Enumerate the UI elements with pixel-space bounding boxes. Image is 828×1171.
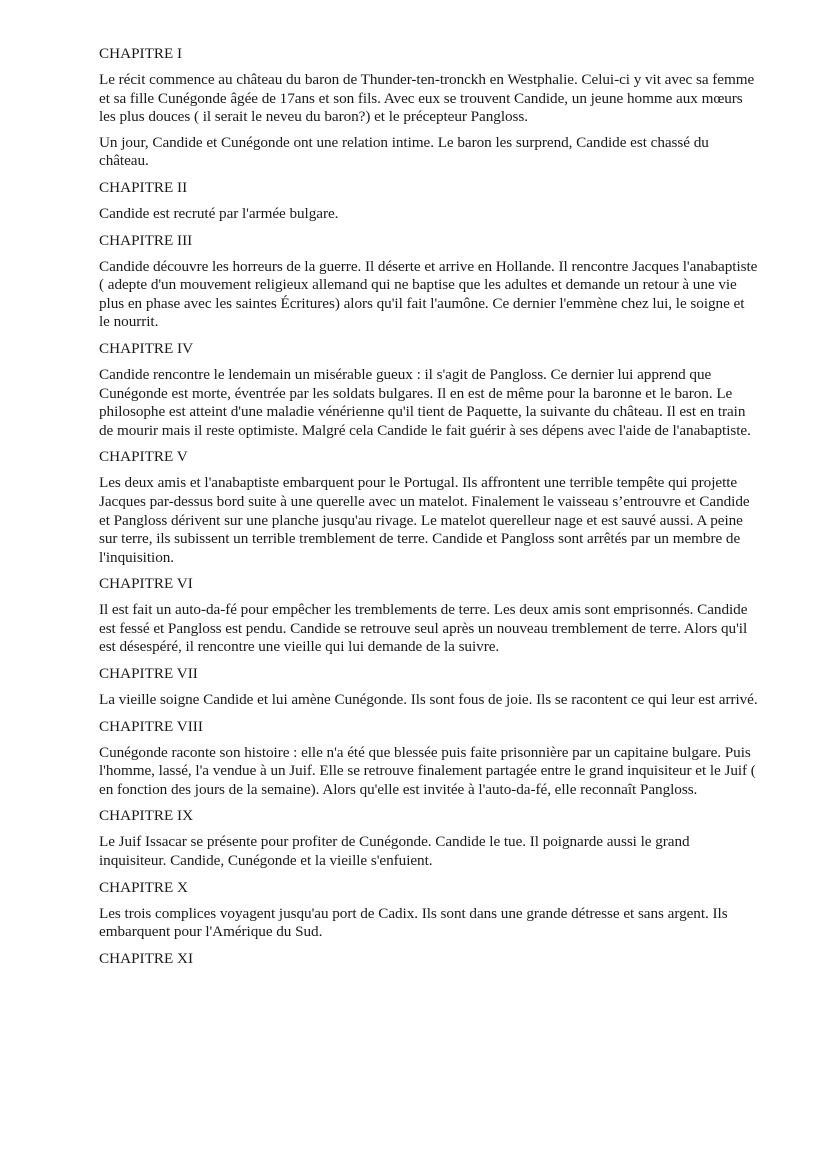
- chapter-heading: CHAPITRE XI: [99, 949, 194, 967]
- chapter-heading: CHAPITRE I: [99, 45, 183, 62]
- chapter-heading: CHAPITRE X: [99, 878, 189, 896]
- chapter-paragraph: Le Juif Issacar se présente pour profiter de Cunégonde. Candide le tue. Il poignarde aussi le grand inquisiteur. Candide, Cunégonde et la vieille s'enfuient.: [99, 833, 690, 870]
- chapter-paragraph: La vieille soigne Candide et lui amène Cunégonde. Ils sont fous de joie. Ils se racontent ce qui leur est arrivé.: [99, 691, 758, 709]
- chapter-heading: CHAPITRE IX: [99, 807, 194, 825]
- chapter-heading: CHAPITRE VIII: [99, 717, 203, 735]
- chapter-paragraph: Le récit commence au château du baron de Thunder-ten-tronckh en Westphalie. Celui-ci y vit avec sa femme et sa fille Cunégonde âgée de 17ans et son fils. Avec eux se trouvent Candide, un jeune homme aux mœurs les plus douces ( il serait le neveu du baron?) et le précepteur Pangloss.: [99, 71, 755, 126]
- chapter-paragraph: Il est fait un auto-da-fé pour empêcher les tremblements de terre. Les deux amis sont emprisonnés. Candide est fessé et Pangloss est pendu. Candide se retrouve seul après un nouveau tremblement de terre. Alors qu'il est désespéré, il rencontre une vieille qui lui demande de la suivre.: [99, 601, 748, 656]
- chapter-heading: CHAPITRE VI: [99, 575, 193, 593]
- chapter-paragraph: Cunégonde raconte son histoire : elle n'a été que blessée puis faite prisonnière par un capitaine bulgare. Puis l'homme, lassé, l'a vendue à un Juif. Elle se retrouve finalement partagée entre le grand inquisiteur et le Juif ( en fonction des jours de la semaine). Alors qu'elle est invitée à l'auto-da-fé, elle reconnaît Pangloss.: [99, 743, 756, 798]
- chapter-paragraph: Un jour, Candide et Cunégonde ont une relation intime. Le baron les surprend, Candide est chassé du château.: [99, 133, 709, 170]
- chapter-paragraph: Les trois complices voyagent jusqu'au port de Cadix. Ils sont dans une grande détresse et sans argent. Ils embarquent pour l'Amérique du Sud.: [99, 904, 728, 941]
- chapter-heading: CHAPITRE VII: [99, 665, 198, 683]
- chapter-paragraph: Les deux amis et l'anabaptiste embarquent pour le Portugal. Ils affrontent une terrible tempête qui projette Jacques par-dessus bord suite à une querelle avec un matelot. Finalement le vaisseau s’entrouvre et Candide et Pangloss dérivent sur une planche jusqu'au rivage. Le matelot querelleur nage et est sauvé aussi. A peine sur terre, ils subissent un terrible tremblement de terre. Candide et Pangloss sont arrêtés par un membre de l'inquisition.: [99, 474, 750, 566]
- chapter-paragraph: Candide est recruté par l'armée bulgare.: [99, 204, 339, 222]
- chapter-heading: CHAPITRE III: [99, 231, 193, 249]
- chapter-paragraph: Candide découvre les horreurs de la guerre. Il déserte et arrive en Hollande. Il rencontre Jacques l'anabaptiste ( adepte d'un mouvement religieux allemand qui ne baptise que les adultes et demande un retour à une vie plus en phase avec les saintes Écritures) alors qu'il fait l'aumône. Ce dernier l'emmène chez lui, le soigne et le nourrit.: [99, 257, 758, 331]
- chapter-heading: CHAPITRE V: [99, 448, 188, 466]
- chapter-heading: CHAPITRE II: [99, 178, 188, 196]
- chapter-paragraph: Candide rencontre le lendemain un misérable gueux : il s'agit de Pangloss. Ce dernier lui apprend que Cunégonde est morte, éventrée par les soldats bulgares. Il en est de même pour la baronne et le baron. Le philosophe est atteint d'une maladie vénérienne qu'il tient de Paquette, la suivante du château. Il est en train de mourir mais il reste optimiste. Malgré cela Candide le fait guérir à ses dépens avec l'aide de l'anabaptiste.: [99, 365, 751, 439]
- chapter-heading: CHAPITRE IV: [99, 339, 194, 357]
